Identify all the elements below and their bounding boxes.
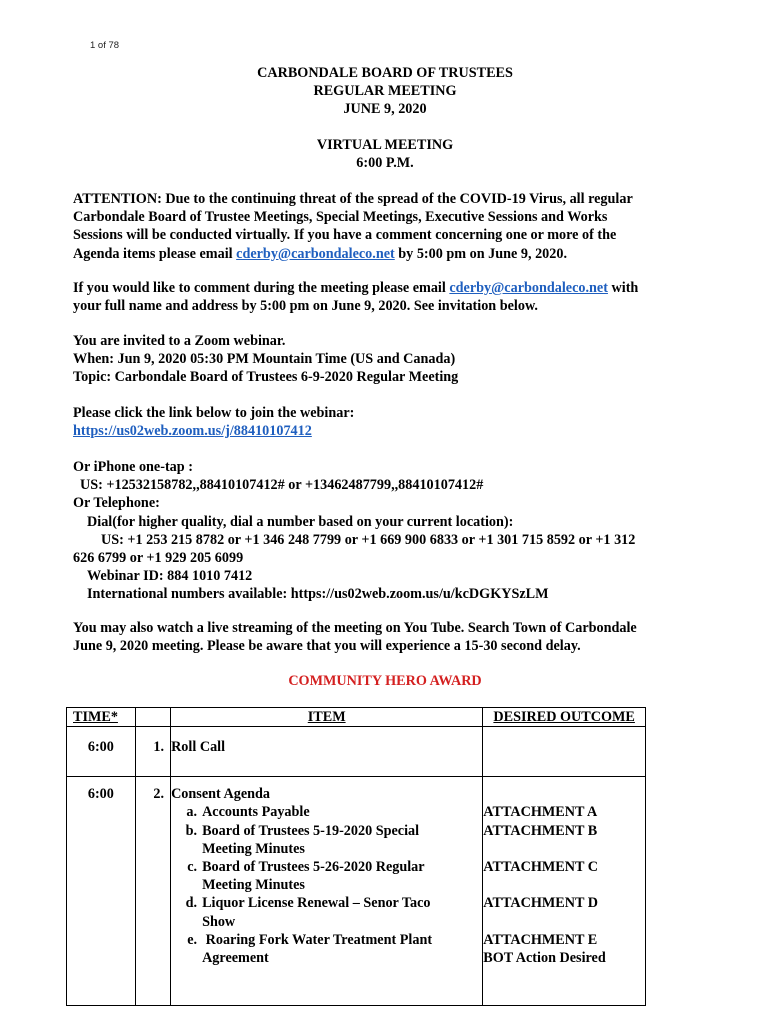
meeting-info <box>0 136 770 172</box>
row-time: 6:00 <box>67 727 136 777</box>
meeting-time: 6:00 P.M. <box>356 155 414 172</box>
text-line: your full name and address by 5:00 pm on June 9, 2020. See invitation below. <box>73 298 538 315</box>
table-row <box>67 777 646 1006</box>
sub-item: c. Board of Trustees 5-26-2020 Regular Meeting Minutes <box>187 859 425 894</box>
header-line: CARBONDALE BOARD OF TRUSTEES <box>257 65 513 81</box>
agenda-table <box>66 707 646 1006</box>
meeting-type: VIRTUAL MEETING <box>316 137 454 153</box>
text-line: Carbondale Board of Trustee Meetings, Special Meetings, Executive Sessions and Works <box>73 209 608 226</box>
youtube-paragraph <box>73 619 713 655</box>
text-line: International numbers available: https://us02web.zoom.us/u/kcDGKYSzLM <box>87 586 549 603</box>
text-line: Please click the link below to join the webinar: <box>73 405 355 421</box>
row-time: 6:00 <box>67 777 136 1006</box>
attachment-label: ATTACHMENT C <box>483 858 598 875</box>
consent-agenda-title: Consent Agenda <box>171 786 271 803</box>
row-item <box>171 777 483 1006</box>
text-line: Or iPhone one-tap : <box>73 459 193 475</box>
row-item: Roll Call <box>171 727 483 777</box>
text-line: ATTENTION: Due to the continuing threat of the spread of the COVID-19 Virus, all regular <box>73 191 633 207</box>
attachment-label: ATTACHMENT D <box>483 895 598 912</box>
text-line <box>73 279 713 297</box>
row-number: 2. <box>135 777 170 1006</box>
phone-block <box>73 458 713 604</box>
header-outcome: DESIRED OUTCOME <box>483 708 646 727</box>
text-line: June 9, 2020 meeting. Please be aware that you will experience a 15-30 second delay. <box>73 638 581 655</box>
text-line <box>73 245 713 263</box>
header-line: JUNE 9, 2020 <box>343 101 427 118</box>
sub-item: a. Accounts Payable <box>186 804 310 821</box>
attachment-label: ATTACHMENT A <box>483 804 598 821</box>
header-num <box>135 708 170 727</box>
text-fragment: Agenda items please email <box>73 245 237 262</box>
text-line: You are invited to a Zoom webinar. <box>73 333 286 349</box>
text-line: You may also watch a live streaming of the meeting on You Tube. Search Town of Carbondale <box>73 620 637 636</box>
row-outcome <box>483 777 646 1006</box>
webinar-link-block <box>73 404 713 440</box>
sub-item: e. Roaring Fork Water Treatment Plant Agreement <box>187 931 433 967</box>
text-fragment: by 5:00 pm on June 9, 2020. <box>394 245 567 262</box>
text-line: US: +12532158782,,88410107412# or +13462487799,,88410107412# <box>80 477 484 494</box>
header-line: REGULAR MEETING <box>313 83 457 100</box>
row-outcome <box>483 727 646 777</box>
text-fragment: with <box>607 280 639 296</box>
award-heading: COMMUNITY HERO AWARD <box>288 673 482 689</box>
table-row <box>67 727 646 777</box>
text-line: Dial(for higher quality, dial a number based on your current location): <box>87 513 514 530</box>
attachment-label: ATTACHMENT E <box>483 931 598 948</box>
header-time: TIME* <box>67 708 136 727</box>
text-line: Webinar ID: 884 1010 7412 <box>87 568 253 585</box>
text-line: When: Jun 9, 2020 05:30 PM Mountain Time (US and Canada) <box>73 351 456 368</box>
text-line: Topic: Carbondale Board of Trustees 6-9-2020 Regular Meeting <box>73 369 459 386</box>
document-header <box>0 64 770 119</box>
comment-paragraph <box>73 279 713 315</box>
sub-item: d. Liquor License Renewal – Senor Taco Show <box>185 895 431 930</box>
email-link[interactable]: cderby@carbondaleco.net <box>236 245 395 262</box>
header-item: ITEM <box>171 708 483 727</box>
zoom-webinar-link[interactable]: https://us02web.zoom.us/j/88410107412 <box>73 423 312 440</box>
row-number: 1. <box>135 727 170 777</box>
text-line: Sessions will be conducted virtually. If you have a comment concerning one or more of the <box>73 227 617 244</box>
text-line: Or Telephone: <box>73 495 160 512</box>
sub-item: b. Board of Trustees 5-19-2020 Special Meeting Minutes <box>185 822 420 857</box>
attachment-label: ATTACHMENT B <box>483 822 598 839</box>
text-line: 626 6799 or +1 929 205 6099 <box>73 550 244 567</box>
action-label: BOT Action Desired <box>483 949 606 966</box>
page-number: 1 of 78 <box>90 40 120 51</box>
text-line: US: +1 253 215 8782 or +1 346 248 7799 or +1 669 900 6833 or +1 301 715 8592 or +1 312 <box>101 531 636 548</box>
text-fragment: If you would like to comment during the meeting please email <box>73 280 450 296</box>
email-link[interactable]: cderby@carbondaleco.net <box>449 280 608 296</box>
zoom-invitation <box>73 332 713 387</box>
table-header-row <box>67 708 646 727</box>
attention-paragraph <box>73 190 713 263</box>
